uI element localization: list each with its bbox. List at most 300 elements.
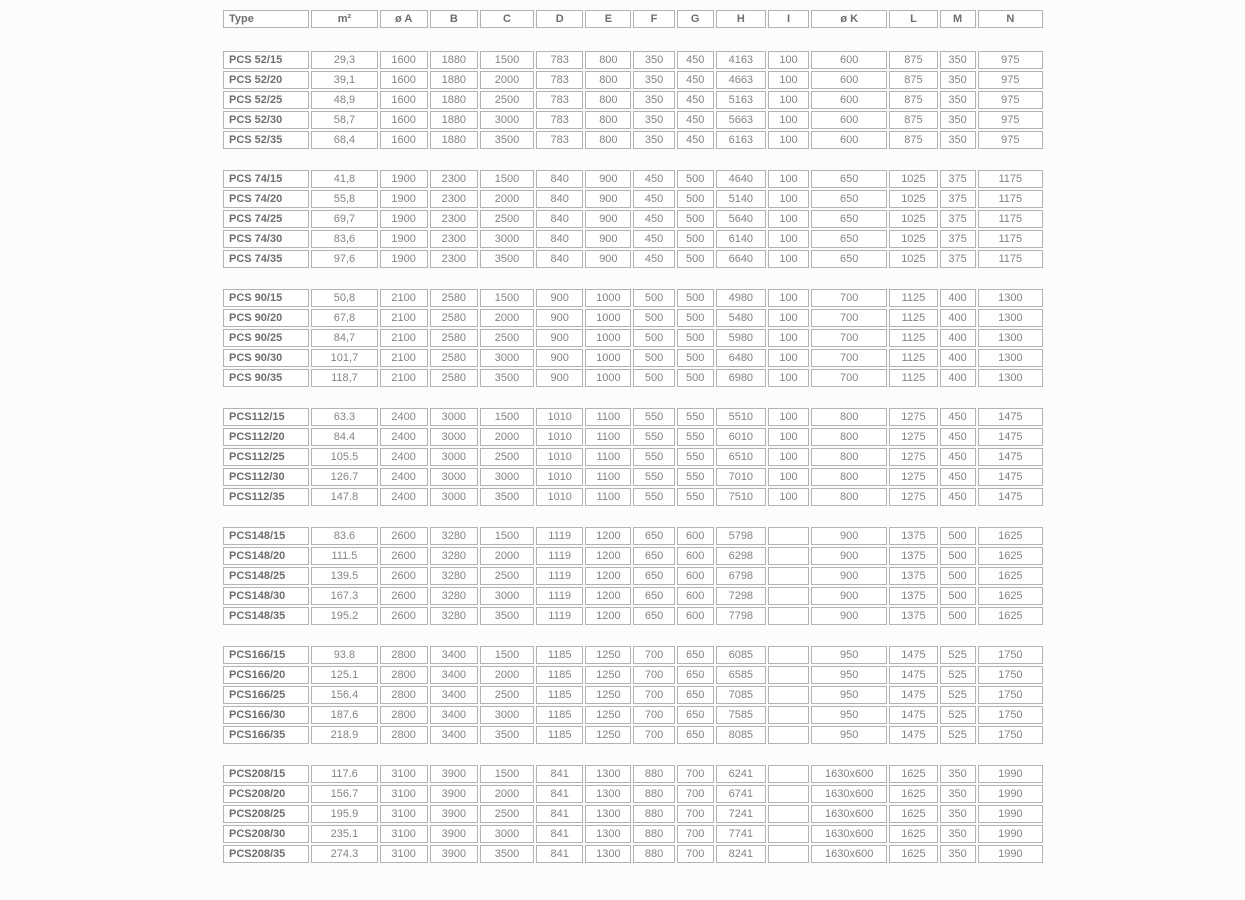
value-cell: 4163	[716, 51, 766, 69]
value-cell: 1750	[978, 706, 1043, 724]
value-cell: 48,9	[311, 91, 377, 109]
value-cell: 100	[768, 289, 809, 307]
group-table-pcs208	[221, 763, 1045, 865]
value-cell: 650	[811, 170, 887, 188]
value-cell: 975	[978, 131, 1043, 149]
value-cell: 550	[677, 448, 714, 466]
value-cell: 800	[811, 428, 887, 446]
value-cell: 8241	[716, 845, 766, 863]
value-cell: 350	[940, 845, 976, 863]
value-cell: 875	[889, 91, 937, 109]
value-cell: 2580	[430, 349, 478, 367]
value-cell: 900	[536, 349, 583, 367]
value-cell: 900	[811, 527, 887, 545]
value-cell: 6010	[716, 428, 766, 446]
value-cell: 525	[940, 726, 976, 744]
value-cell: 400	[940, 329, 976, 347]
type-cell: PCS 90/35	[223, 369, 309, 387]
value-cell: 139.5	[311, 567, 377, 585]
value-cell: 1750	[978, 726, 1043, 744]
value-cell: 350	[940, 71, 976, 89]
value-cell: 1119	[536, 567, 583, 585]
value-cell: 3000	[430, 448, 478, 466]
value-cell: 450	[940, 448, 976, 466]
value-cell: 1125	[889, 369, 937, 387]
value-cell: 350	[633, 71, 674, 89]
value-cell: 100	[768, 170, 809, 188]
value-cell	[768, 547, 809, 565]
value-cell: 900	[536, 309, 583, 327]
value-cell	[768, 686, 809, 704]
value-cell: 840	[536, 250, 583, 268]
value-cell: 500	[677, 369, 714, 387]
value-cell: 100	[768, 111, 809, 129]
value-cell: 500	[633, 349, 674, 367]
value-cell: 50,8	[311, 289, 377, 307]
value-cell: 375	[940, 230, 976, 248]
value-cell: 1300	[585, 805, 631, 823]
value-cell: 1625	[889, 765, 937, 783]
type-cell: PCS148/20	[223, 547, 309, 565]
value-cell: 1600	[380, 131, 428, 149]
type-cell: PCS112/25	[223, 448, 309, 466]
value-cell: 3100	[380, 805, 428, 823]
value-cell: 2400	[380, 408, 428, 426]
value-cell: 350	[940, 91, 976, 109]
value-cell: 1200	[585, 607, 631, 625]
value-cell: 5140	[716, 190, 766, 208]
table-row	[223, 488, 1043, 506]
value-cell: 600	[677, 527, 714, 545]
value-cell: 39,1	[311, 71, 377, 89]
value-cell: 650	[677, 666, 714, 684]
table-row	[223, 131, 1043, 149]
type-cell: PCS166/20	[223, 666, 309, 684]
value-cell: 3100	[380, 765, 428, 783]
value-cell: 3000	[480, 706, 534, 724]
value-cell: 100	[768, 230, 809, 248]
group-table-pcs-52	[221, 49, 1045, 151]
value-cell: 900	[585, 250, 631, 268]
value-cell: 350	[633, 111, 674, 129]
value-cell: 1175	[978, 170, 1043, 188]
table-row	[223, 111, 1043, 129]
value-cell: 450	[677, 131, 714, 149]
value-cell: 500	[677, 170, 714, 188]
value-cell: 800	[811, 468, 887, 486]
type-cell: PCS 90/25	[223, 329, 309, 347]
value-cell: 100	[768, 448, 809, 466]
value-cell: 450	[677, 111, 714, 129]
column-header-0: Type	[223, 10, 309, 28]
type-cell: PCS112/15	[223, 408, 309, 426]
value-cell: 7798	[716, 607, 766, 625]
value-cell: 2580	[430, 369, 478, 387]
value-cell: 3900	[430, 785, 478, 803]
value-cell: 3000	[480, 825, 534, 843]
value-cell: 550	[677, 408, 714, 426]
value-cell: 1375	[889, 607, 937, 625]
value-cell: 100	[768, 71, 809, 89]
value-cell: 1275	[889, 408, 937, 426]
value-cell: 350	[633, 91, 674, 109]
table-row	[223, 785, 1043, 803]
value-cell: 525	[940, 686, 976, 704]
value-cell: 3500	[480, 726, 534, 744]
value-cell: 550	[677, 468, 714, 486]
value-cell: 1630x600	[811, 845, 887, 863]
table-row	[223, 170, 1043, 188]
value-cell: 400	[940, 289, 976, 307]
value-cell: 1990	[978, 805, 1043, 823]
value-cell: 3280	[430, 607, 478, 625]
value-cell: 1185	[536, 686, 583, 704]
value-cell: 3500	[480, 488, 534, 506]
value-cell: 450	[633, 230, 674, 248]
value-cell: 1475	[889, 686, 937, 704]
value-cell: 900	[585, 170, 631, 188]
value-cell: 783	[536, 71, 583, 89]
value-cell: 375	[940, 170, 976, 188]
value-cell: 1100	[585, 408, 631, 426]
value-cell: 550	[633, 428, 674, 446]
value-cell: 1025	[889, 190, 937, 208]
value-cell	[768, 527, 809, 545]
value-cell: 1625	[978, 547, 1043, 565]
value-cell: 900	[585, 190, 631, 208]
value-cell: 2300	[430, 170, 478, 188]
value-cell: 783	[536, 111, 583, 129]
value-cell: 600	[811, 71, 887, 89]
value-cell: 3280	[430, 567, 478, 585]
value-cell: 3000	[430, 408, 478, 426]
value-cell: 67,8	[311, 309, 377, 327]
value-cell: 105.5	[311, 448, 377, 466]
value-cell: 650	[677, 686, 714, 704]
value-cell: 450	[940, 468, 976, 486]
value-cell: 450	[677, 51, 714, 69]
value-cell: 3400	[430, 666, 478, 684]
value-cell: 218.9	[311, 726, 377, 744]
value-cell: 2400	[380, 428, 428, 446]
value-cell: 2600	[380, 587, 428, 605]
value-cell: 950	[811, 646, 887, 664]
value-cell: 800	[585, 51, 631, 69]
value-cell: 600	[811, 111, 887, 129]
value-cell: 2600	[380, 547, 428, 565]
value-cell: 1880	[430, 111, 478, 129]
value-cell: 350	[633, 51, 674, 69]
value-cell: 3900	[430, 765, 478, 783]
value-cell: 1250	[585, 706, 631, 724]
value-cell: 650	[677, 646, 714, 664]
value-cell: 147.8	[311, 488, 377, 506]
value-cell: 1185	[536, 646, 583, 664]
value-cell: 700	[677, 845, 714, 863]
column-header-5: D	[536, 10, 583, 28]
table-row	[223, 349, 1043, 367]
tables-area	[221, 8, 1061, 865]
value-cell: 6480	[716, 349, 766, 367]
table-row	[223, 448, 1043, 466]
value-cell: 3000	[480, 230, 534, 248]
value-cell: 700	[633, 706, 674, 724]
value-cell: 6640	[716, 250, 766, 268]
value-cell: 1010	[536, 408, 583, 426]
value-cell: 1900	[380, 170, 428, 188]
value-cell: 1200	[585, 587, 631, 605]
value-cell: 975	[978, 71, 1043, 89]
value-cell: 1375	[889, 527, 937, 545]
value-cell: 1500	[480, 289, 534, 307]
value-cell: 100	[768, 51, 809, 69]
type-cell: PCS 90/30	[223, 349, 309, 367]
value-cell: 1500	[480, 765, 534, 783]
value-cell: 400	[940, 349, 976, 367]
value-cell: 1625	[889, 805, 937, 823]
value-cell: 100	[768, 190, 809, 208]
value-cell: 2500	[480, 448, 534, 466]
table-row	[223, 587, 1043, 605]
value-cell: 7085	[716, 686, 766, 704]
value-cell: 900	[811, 567, 887, 585]
value-cell: 350	[940, 825, 976, 843]
type-cell: PCS166/25	[223, 686, 309, 704]
table-row	[223, 726, 1043, 744]
value-cell: 2600	[380, 527, 428, 545]
value-cell: 195.2	[311, 607, 377, 625]
value-cell: 1175	[978, 190, 1043, 208]
value-cell: 3900	[430, 805, 478, 823]
value-cell: 900	[811, 607, 887, 625]
value-cell: 350	[940, 765, 976, 783]
type-cell: PCS 90/15	[223, 289, 309, 307]
value-cell: 375	[940, 250, 976, 268]
value-cell: 525	[940, 706, 976, 724]
type-cell: PCS 90/20	[223, 309, 309, 327]
value-cell: 83,6	[311, 230, 377, 248]
value-cell: 550	[633, 468, 674, 486]
value-cell: 600	[677, 567, 714, 585]
value-cell: 29,3	[311, 51, 377, 69]
value-cell: 4980	[716, 289, 766, 307]
value-cell: 840	[536, 170, 583, 188]
value-cell: 800	[811, 448, 887, 466]
type-cell: PCS166/30	[223, 706, 309, 724]
value-cell: 1000	[585, 309, 631, 327]
value-cell: 1175	[978, 210, 1043, 228]
value-cell: 375	[940, 210, 976, 228]
value-cell: 950	[811, 726, 887, 744]
value-cell: 1900	[380, 250, 428, 268]
value-cell: 3100	[380, 785, 428, 803]
value-cell: 5798	[716, 527, 766, 545]
value-cell	[768, 607, 809, 625]
value-cell: 1990	[978, 845, 1043, 863]
value-cell: 525	[940, 666, 976, 684]
type-cell: PCS 52/15	[223, 51, 309, 69]
type-cell: PCS 74/30	[223, 230, 309, 248]
value-cell: 1625	[889, 825, 937, 843]
value-cell: 950	[811, 666, 887, 684]
value-cell: 1100	[585, 488, 631, 506]
value-cell: 1630x600	[811, 765, 887, 783]
value-cell: 1475	[889, 706, 937, 724]
value-cell: 1275	[889, 488, 937, 506]
value-cell: 500	[677, 210, 714, 228]
value-cell: 800	[585, 111, 631, 129]
value-cell: 100	[768, 428, 809, 446]
value-cell: 1375	[889, 567, 937, 585]
value-cell: 350	[940, 805, 976, 823]
type-cell: PCS166/15	[223, 646, 309, 664]
type-cell: PCS208/30	[223, 825, 309, 843]
value-cell: 350	[633, 131, 674, 149]
value-cell: 841	[536, 765, 583, 783]
value-cell: 600	[677, 547, 714, 565]
group-table-pcs-74	[221, 168, 1045, 270]
value-cell	[768, 785, 809, 803]
value-cell: 1625	[978, 607, 1043, 625]
value-cell: 450	[633, 170, 674, 188]
value-cell: 69,7	[311, 210, 377, 228]
table-row	[223, 428, 1043, 446]
value-cell: 2000	[480, 428, 534, 446]
value-cell: 235.1	[311, 825, 377, 843]
value-cell: 880	[633, 825, 674, 843]
value-cell: 875	[889, 131, 937, 149]
value-cell: 800	[811, 408, 887, 426]
value-cell	[768, 666, 809, 684]
value-cell: 1750	[978, 646, 1043, 664]
value-cell: 100	[768, 468, 809, 486]
value-cell: 2000	[480, 666, 534, 684]
value-cell: 5980	[716, 329, 766, 347]
value-cell: 840	[536, 210, 583, 228]
value-cell: 3000	[480, 111, 534, 129]
value-cell: 500	[677, 349, 714, 367]
value-cell: 2580	[430, 289, 478, 307]
value-cell: 880	[633, 785, 674, 803]
value-cell: 1625	[978, 527, 1043, 545]
value-cell: 700	[811, 369, 887, 387]
value-cell: 783	[536, 51, 583, 69]
value-cell: 3100	[380, 825, 428, 843]
value-cell: 1475	[889, 666, 937, 684]
value-cell: 700	[811, 309, 887, 327]
value-cell: 3000	[480, 587, 534, 605]
column-header-3: B	[430, 10, 478, 28]
value-cell: 1000	[585, 349, 631, 367]
value-cell: 1880	[430, 131, 478, 149]
value-cell	[768, 825, 809, 843]
value-cell: 2800	[380, 726, 428, 744]
value-cell: 100	[768, 349, 809, 367]
value-cell: 875	[889, 51, 937, 69]
value-cell: 1000	[585, 369, 631, 387]
value-cell: 2600	[380, 567, 428, 585]
column-header-11: ø K	[811, 10, 887, 28]
value-cell	[768, 706, 809, 724]
value-cell: 1600	[380, 111, 428, 129]
value-cell: 840	[536, 190, 583, 208]
table-row	[223, 468, 1043, 486]
table-row	[223, 369, 1043, 387]
value-cell: 2400	[380, 448, 428, 466]
type-cell: PCS148/30	[223, 587, 309, 605]
value-cell: 841	[536, 845, 583, 863]
value-cell: 1100	[585, 448, 631, 466]
value-cell: 55,8	[311, 190, 377, 208]
value-cell: 500	[940, 587, 976, 605]
value-cell: 1880	[430, 91, 478, 109]
value-cell: 500	[677, 250, 714, 268]
type-cell: PCS208/15	[223, 765, 309, 783]
value-cell: 1630x600	[811, 805, 887, 823]
table-row	[223, 71, 1043, 89]
value-cell: 2400	[380, 488, 428, 506]
value-cell	[768, 765, 809, 783]
value-cell	[768, 587, 809, 605]
value-cell: 1300	[978, 329, 1043, 347]
value-cell: 2000	[480, 547, 534, 565]
value-cell: 1200	[585, 567, 631, 585]
value-cell: 700	[633, 666, 674, 684]
value-cell: 2000	[480, 309, 534, 327]
value-cell: 3500	[480, 845, 534, 863]
value-cell: 1275	[889, 448, 937, 466]
value-cell: 3400	[430, 706, 478, 724]
value-cell: 700	[811, 349, 887, 367]
table-row	[223, 190, 1043, 208]
column-header-4: C	[480, 10, 534, 28]
value-cell: 841	[536, 805, 583, 823]
value-cell: 2100	[380, 329, 428, 347]
value-cell: 6798	[716, 567, 766, 585]
value-cell: 6741	[716, 785, 766, 803]
value-cell: 1300	[978, 309, 1043, 327]
value-cell: 880	[633, 805, 674, 823]
value-cell: 500	[633, 309, 674, 327]
value-cell	[768, 845, 809, 863]
value-cell: 650	[633, 527, 674, 545]
value-cell: 125.1	[311, 666, 377, 684]
value-cell: 500	[633, 329, 674, 347]
type-cell: PCS208/20	[223, 785, 309, 803]
value-cell: 783	[536, 131, 583, 149]
value-cell: 1250	[585, 666, 631, 684]
table-row	[223, 607, 1043, 625]
value-cell: 1000	[585, 289, 631, 307]
value-cell: 700	[633, 726, 674, 744]
value-cell: 156.4	[311, 686, 377, 704]
value-cell: 450	[633, 210, 674, 228]
value-cell: 2800	[380, 666, 428, 684]
type-cell: PCS112/35	[223, 488, 309, 506]
value-cell: 1500	[480, 527, 534, 545]
value-cell: 3000	[480, 349, 534, 367]
value-cell: 450	[940, 488, 976, 506]
value-cell: 3280	[430, 547, 478, 565]
value-cell: 900	[536, 289, 583, 307]
table-row	[223, 825, 1043, 843]
value-cell: 700	[677, 765, 714, 783]
value-cell: 1185	[536, 706, 583, 724]
value-cell: 650	[633, 607, 674, 625]
value-cell: 3400	[430, 726, 478, 744]
value-cell: 1100	[585, 468, 631, 486]
value-cell: 2100	[380, 369, 428, 387]
